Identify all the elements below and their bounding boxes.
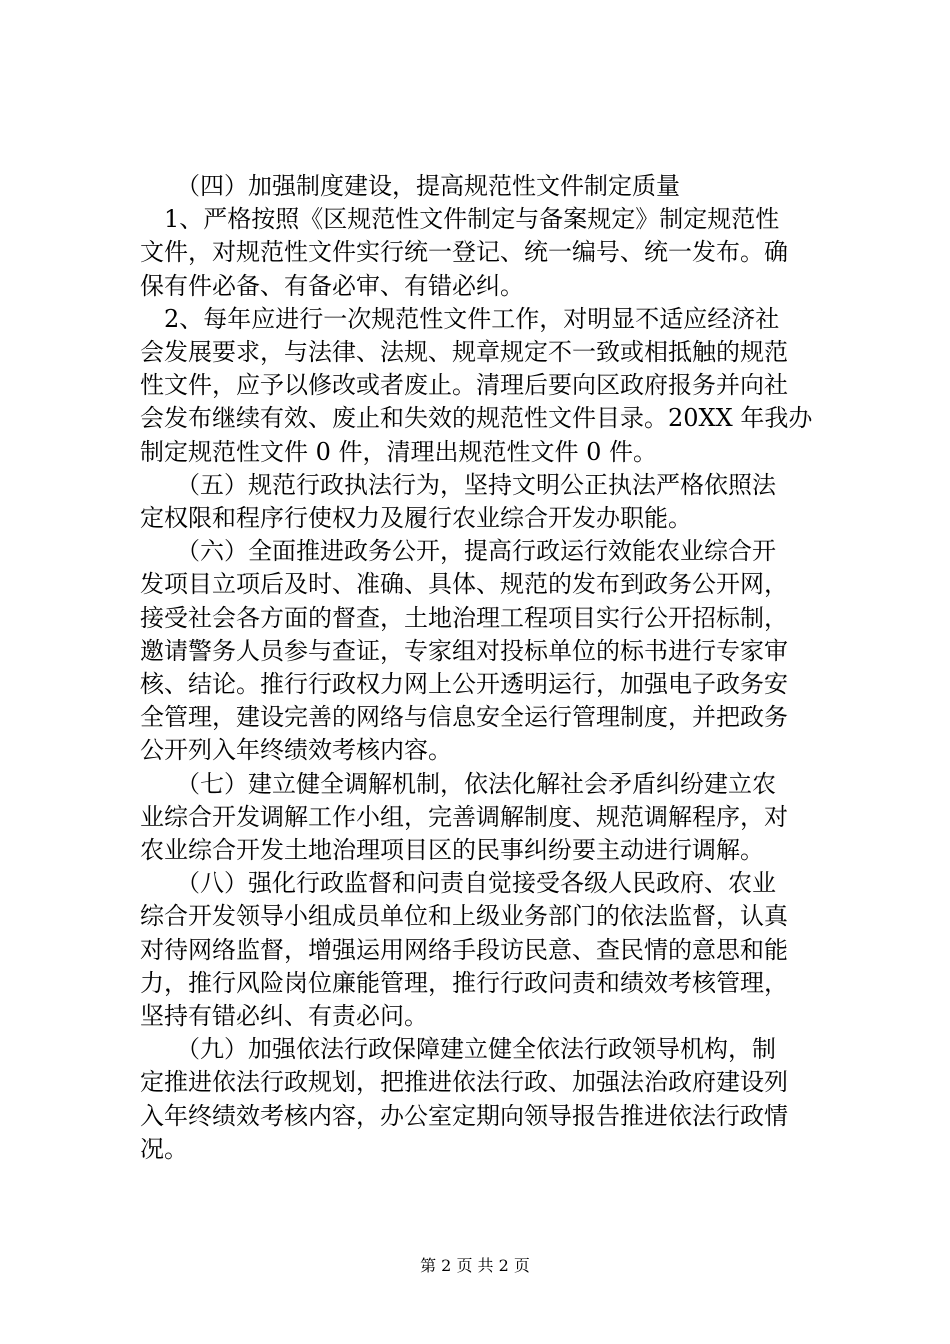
text-line: 力，推行风险岗位廉能管理，推行行政问责和绩效考核管理，	[140, 968, 788, 997]
text-line: 业综合开发调解工作小组，完善调解制度、规范调解程序，对	[140, 802, 788, 831]
text-line: （七）建立健全调解机制，依法化解社会矛盾纠纷建立农	[140, 769, 776, 798]
text-line: （八）强化行政监督和问责自觉接受各级人民政府、农业	[140, 869, 776, 898]
text-line: 会发布继续有效、废止和失效的规范性文件目录。20XX 年我办	[140, 404, 813, 433]
paragraph	[140, 303, 840, 469]
text-line: 对待网络监督，增强运用网络手段访民意、查民情的意思和能	[140, 935, 788, 964]
text-line: 会发展要求，与法律、法规、规章规定不一致或相抵触的规范	[140, 338, 788, 367]
text-line: 保有件必备、有备必审、有错必纠。	[140, 271, 524, 300]
paragraph	[140, 768, 840, 868]
text-line: 公开列入年终绩效考核内容。	[140, 736, 452, 765]
text-line: 全管理，建设完善的网络与信息安全运行管理制度，并把政务	[140, 703, 788, 732]
paragraph	[140, 469, 840, 535]
text-line: 况。	[140, 1134, 188, 1163]
text-line: 综合开发领导小组成员单位和上级业务部门的依法监督，认真	[140, 902, 788, 931]
text-line: 定权限和程序行使权力及履行农业综合开发办职能。	[140, 504, 692, 533]
text-line: 入年终绩效考核内容，办公室定期向领导报告推进依法行政情	[140, 1101, 788, 1130]
paragraph	[140, 867, 840, 1033]
text-line: 坚持有错必纠、有责必问。	[140, 1002, 428, 1031]
text-line: 制定规范性文件 0 件，清理出规范性文件 0 件。	[140, 437, 658, 466]
paragraph	[140, 170, 840, 203]
text-line: 定推进依法行政规划，把推进依法行政、加强法治政府建设列	[140, 1068, 788, 1097]
text-line: （五）规范行政执法行为，坚持文明公正执法严格依照法	[140, 470, 776, 499]
text-line: （九）加强依法行政保障建立健全依法行政领导机构，制	[140, 1035, 776, 1064]
text-line: 文件，对规范性文件实行统一登记、统一编号、统一发布。确	[140, 238, 788, 267]
text-line: 邀请警务人员参与查证，专家组对投标单位的标书进行专家审	[140, 636, 788, 665]
text-line: 性文件，应予以修改或者废止。清理后要向区政府报务并向社	[140, 371, 788, 400]
text-line: 1、严格按照《区规范性文件制定与备案规定》制定规范性	[140, 205, 780, 234]
page-footer: 第 2 页 共 2 页	[420, 1256, 530, 1275]
text-line: 核、结论。推行行政权力网上公开透明运行，加强电子政务安	[140, 670, 788, 699]
text-line: 发项目立项后及时、准确、具体、规范的发布到政务公开网，	[140, 570, 788, 599]
paragraph	[140, 535, 840, 767]
text-line: （六）全面推进政务公开，提高行政运行效能农业综合开	[140, 537, 776, 566]
text-line: 接受社会各方面的督查，土地治理工程项目实行公开招标制，	[140, 603, 788, 632]
paragraph	[140, 1033, 840, 1166]
text-line: （四）加强制度建设，提高规范性文件制定质量	[140, 172, 680, 200]
text-line: 农业综合开发土地治理项目区的民事纠纷要主动进行调解。	[140, 836, 764, 865]
text-line: 2、每年应进行一次规范性文件工作，对明显不适应经济社	[140, 304, 780, 333]
document-body	[140, 170, 840, 1166]
paragraph	[140, 203, 840, 303]
